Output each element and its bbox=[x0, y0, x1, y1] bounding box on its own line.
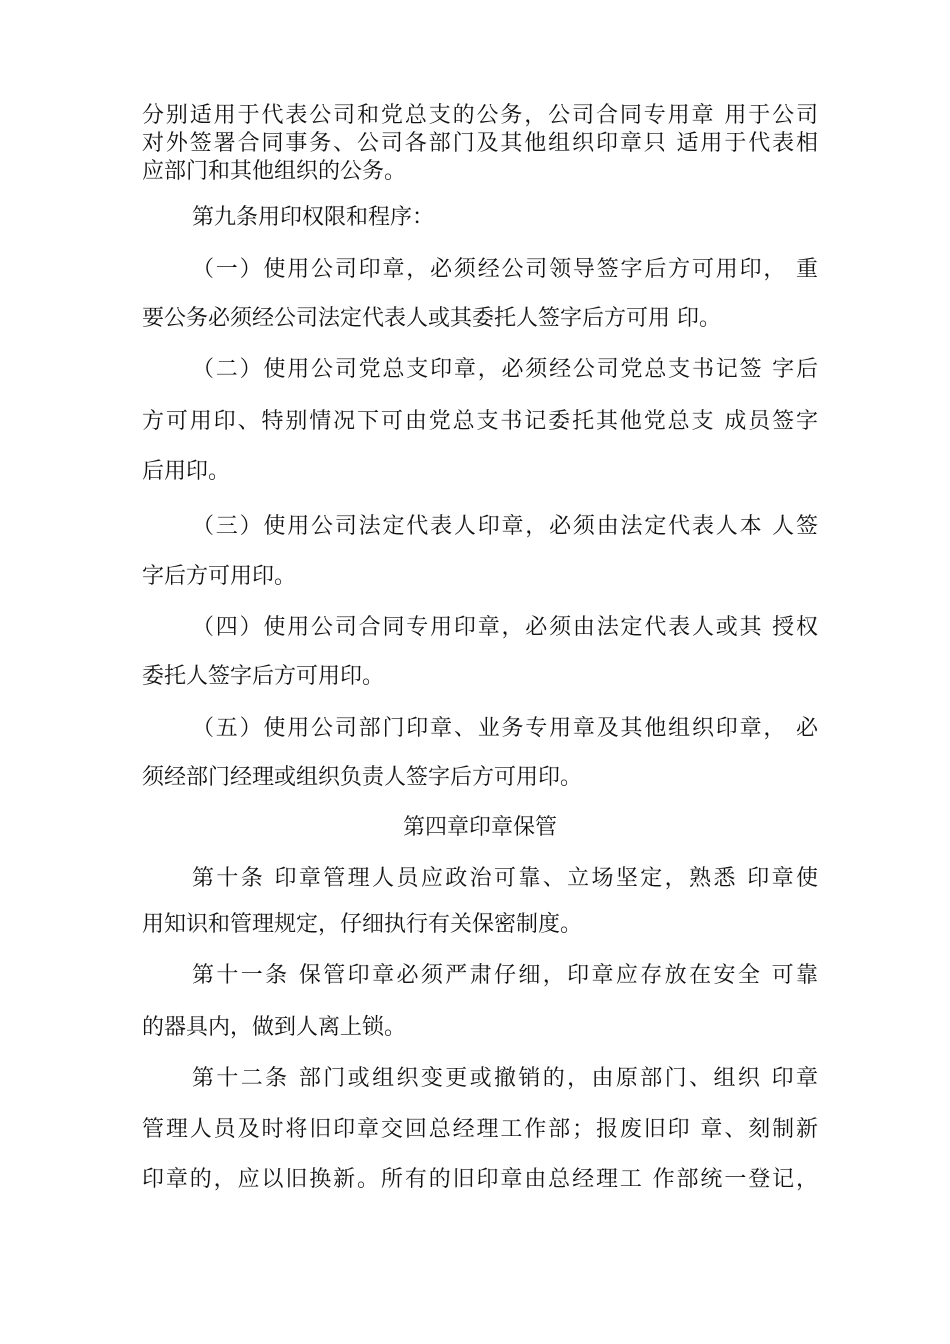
article-12-line-2: 管理人员及时将旧印章交回总经理工作部；报废旧印 章、刻制新 bbox=[142, 1117, 818, 1142]
clause-5-line-2: 须经部门经理或组织负责人签字后方可用印。 bbox=[142, 765, 583, 790]
article-11-line-1: 第十一条 保管印章必须严肃仔细，印章应存放在安全 可靠 bbox=[192, 963, 818, 988]
article-12-line-1: 第十二条 部门或组织变更或撤销的，由原部门、组织 印章 bbox=[192, 1066, 818, 1091]
clause-3-line-2: 字后方可用印。 bbox=[142, 564, 297, 589]
article-10-line-1: 第十条 印章管理人员应政治可靠、立场坚定，熟悉 印章使 bbox=[192, 866, 818, 891]
clause-1-line-1: （一）使用公司印章，必须经公司领导签字后方可用印， 重 bbox=[192, 257, 818, 282]
clause-3-line-1: （三）使用公司法定代表人印章，必须由法定代表人本 人签 bbox=[192, 514, 818, 539]
chapter-4-title: 第四章印章保管 bbox=[402, 815, 557, 840]
clause-1-line-2: 要公务必须经公司法定代表人或其委托人签字后方可用 印。 bbox=[142, 306, 721, 331]
article-11-line-2: 的器具内，做到人离上锁。 bbox=[142, 1015, 407, 1040]
clause-4-line-2: 委托人签字后方可用印。 bbox=[142, 664, 385, 689]
article-9-heading: 第九条用印权限和程序： bbox=[192, 205, 435, 230]
text-line-1: 分别适用于代表公司和党总支的公务，公司合同专用章 用于公司 bbox=[142, 103, 818, 128]
text-line-2: 对外签署合同事务、公司各部门及其他组织印章只 适用于代表相 bbox=[142, 131, 818, 156]
clause-4-line-1: （四）使用公司合同专用印章，必须由法定代表人或其 授权 bbox=[192, 615, 818, 640]
clause-2-line-2: 方可用印、特别情况下可由党总支书记委托其他党总支 成员签字 bbox=[142, 409, 818, 434]
article-10-line-2: 用知识和管理规定，仔细执行有关保密制度。 bbox=[142, 912, 583, 937]
article-12-line-3: 印章的，应以旧换新。所有的旧印章由总经理工 作部统一登记， bbox=[142, 1167, 818, 1192]
clause-5-line-1: （五）使用公司部门印章、业务专用章及其他组织印章， 必 bbox=[192, 716, 818, 741]
text-line-3: 应部门和其他组织的公务。 bbox=[142, 159, 407, 184]
clause-2-line-3: 后用印。 bbox=[142, 459, 231, 484]
clause-2-line-1: （二）使用公司党总支印章，必须经公司党总支书记签 字后 bbox=[192, 357, 818, 382]
